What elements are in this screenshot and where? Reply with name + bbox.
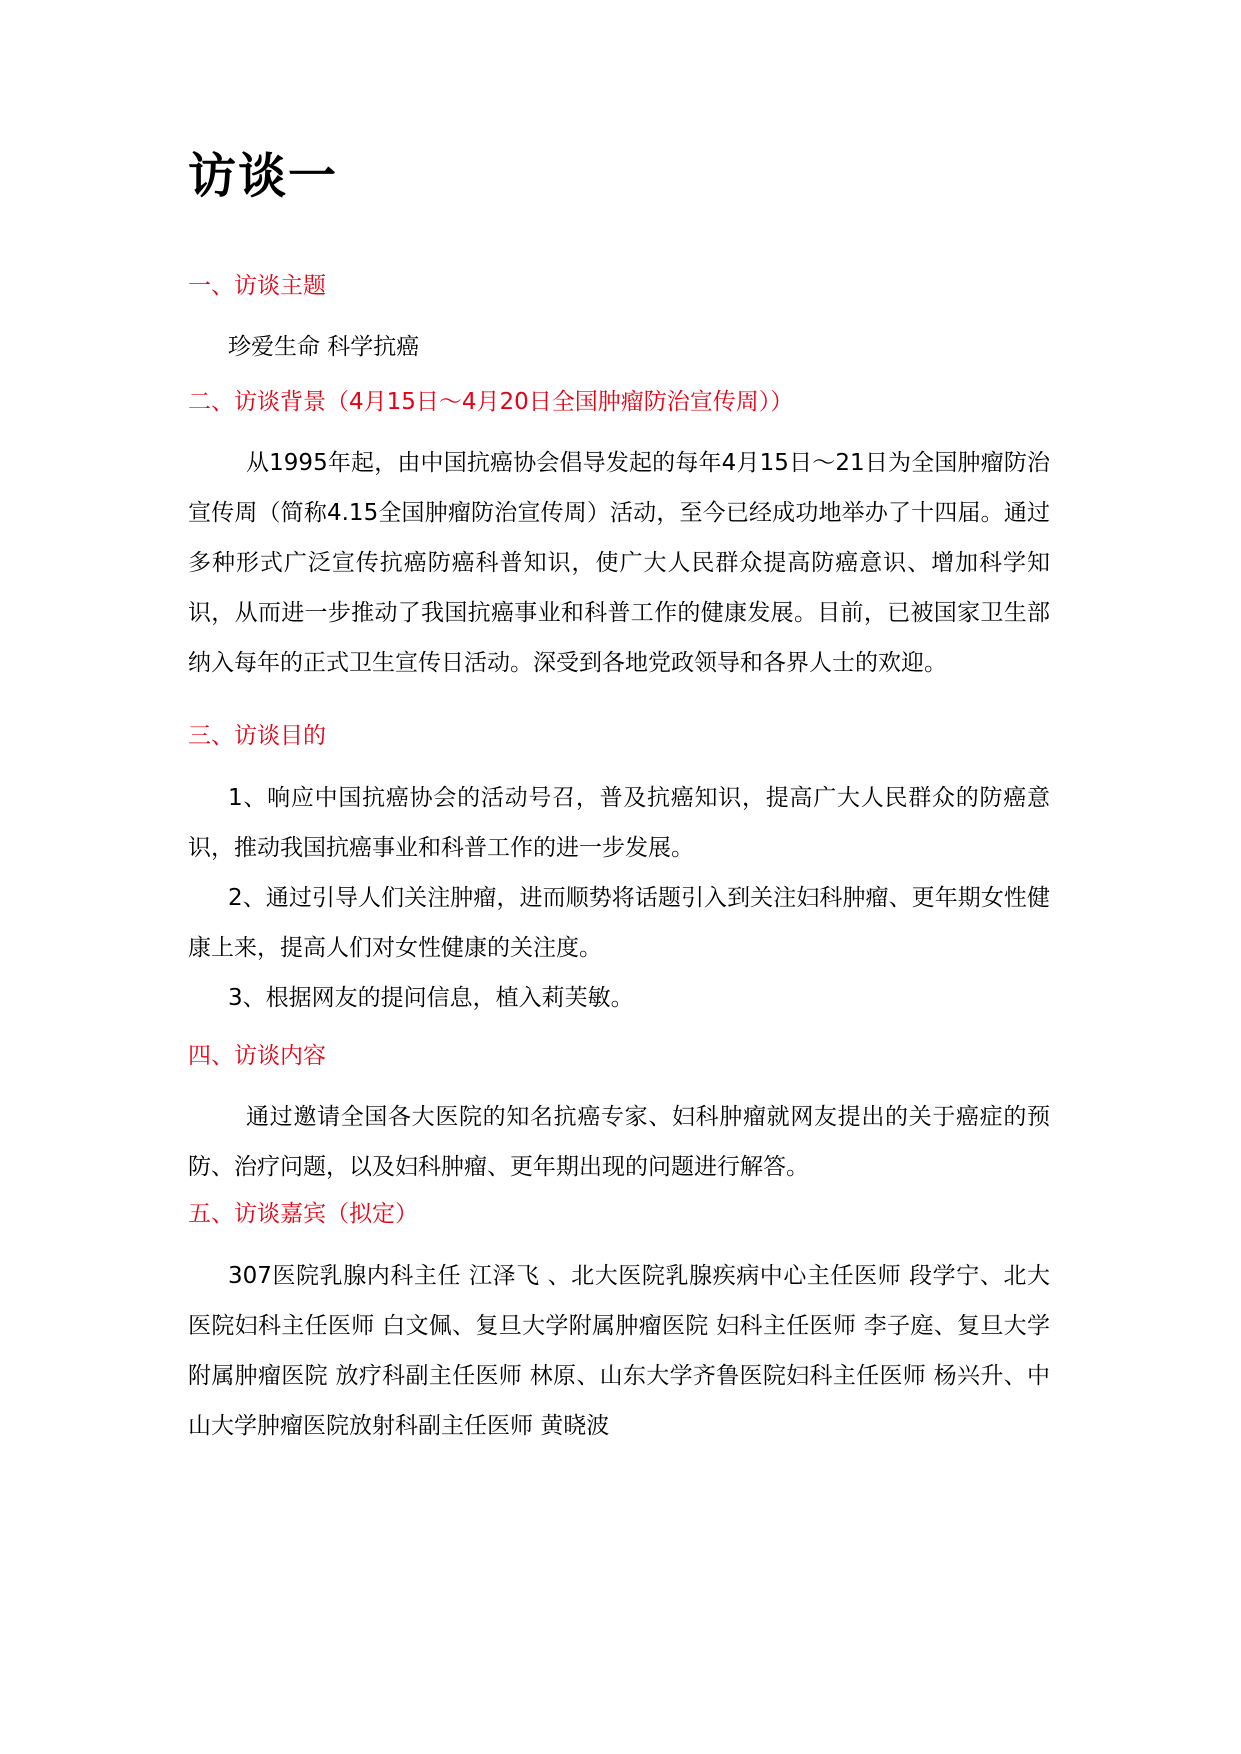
document-title: 访谈一 [188, 148, 339, 204]
section-heading-purpose: 三、访谈目的 [188, 723, 326, 749]
content-paragraph: 通过邀请全国各大医院的知名抗癌专家、妇科肿瘤就网友提出的关于癌症的预防、治疗问题，以及妇科肿瘤、更年期出现的问题进行解答。 [188, 1104, 1050, 1180]
section-heading-content: 四、访谈内容 [188, 1043, 326, 1069]
purpose-item-3: 3、根据网友的提问信息，植入莉芙敏。 [228, 985, 634, 1011]
section-heading-guests: 五、访谈嘉宾（拟定） [188, 1201, 418, 1227]
guests-paragraph: 307医院乳腺内科主任 江泽飞 、北大医院乳腺疾病中心主任医师 段学宁、北大医院妇科主任医师 白文佩、复旦大学附属肿瘤医院 妇科主任医师 李子庭、复旦大学附属肿瘤医院 放疗科副主任医师 林原、山东大学齐鲁医院妇科主任医师 杨兴升、中山大学肿瘤医院放射科副主任医师 黄晓波 [188, 1263, 1050, 1439]
background-paragraph: 从1995年起，由中国抗癌协会倡导发起的每年4月15日～21日为全国肿瘤防治宣传周（简称4.15全国肿瘤防治宣传周）活动，至今已经成功地举办了十四届。通过多种形式广泛宣传抗癌防癌科普知识，使广大人民群众提高防癌意识、增加科学知识，从而进一步推动了我国抗癌事业和科普工作的健康发展。目前，已被国家卫生部纳入每年的正式卫生宣传日活动。深受到各地党政领导和各界人士的欢迎。 [188, 450, 1050, 676]
topic-paragraph: 珍爱生命 科学抗癌 [228, 334, 420, 360]
purpose-item-2: 2、通过引导人们关注肿瘤，进而顺势将话题引入到关注妇科肿瘤、更年期女性健康上来，提高人们对女性健康的关注度。 [188, 885, 1050, 961]
purpose-item-1: 1、响应中国抗癌协会的活动号召，普及抗癌知识，提高广大人民群众的防癌意识，推动我国抗癌事业和科普工作的进一步发展。 [188, 785, 1050, 861]
section-heading-background: 二、访谈背景（4月15日～4月20日全国肿瘤防治宣传周）） [188, 389, 794, 415]
section-heading-topic: 一、访谈主题 [188, 273, 326, 299]
